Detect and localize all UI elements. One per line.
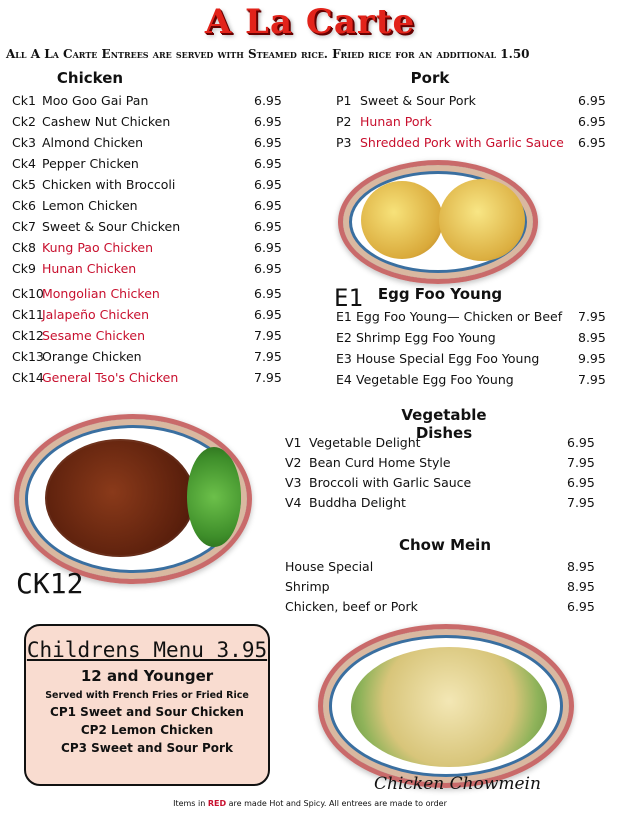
egg-foo-young-photo-label: E1 — [334, 284, 363, 312]
menu-item-name: Broccoli with Garlic Sauce — [309, 475, 472, 490]
menu-item-name: House Special Egg Foo Young — [356, 351, 540, 366]
menu-item-code: Ck2 — [12, 114, 36, 129]
menu-item-price: 7.95 — [567, 455, 595, 470]
page-title: A La Carte — [204, 2, 416, 42]
menu-item-code: Ck5 — [12, 177, 36, 192]
menu-item-code: E2 — [336, 330, 352, 345]
menu-item-price: 6.95 — [567, 475, 595, 490]
menu-item-code: Ck9 — [12, 261, 36, 276]
menu-item-row — [336, 92, 616, 110]
menu-item-price: 6.95 — [254, 307, 282, 322]
menu-item-name: Hunan Chicken — [42, 261, 137, 276]
menu-item-name: Almond Chicken — [42, 135, 144, 150]
menu-item-row — [336, 350, 616, 368]
menu-item-row — [285, 454, 605, 472]
menu-item-row — [12, 327, 312, 345]
menu-item-price: 8.95 — [578, 330, 606, 345]
menu-item-price: 6.95 — [254, 240, 282, 255]
menu-item-name: Buddha Delight — [309, 495, 406, 510]
menu-item-name: Sesame Chicken — [42, 328, 146, 343]
childrens-menu-item: CP2 Lemon Chicken — [80, 723, 214, 737]
menu-item-name: Shredded Pork with Garlic Sauce — [360, 135, 564, 150]
menu-item-price: 7.95 — [578, 372, 606, 387]
menu-item-name: Jalapeño Chicken — [42, 307, 150, 322]
footer-note-red-word: RED — [207, 799, 227, 808]
menu-item-name: Orange Chicken — [42, 349, 142, 364]
menu-item-row — [285, 598, 605, 616]
menu-item-code: Ck12 — [12, 328, 44, 343]
footer-note-after: are made Hot and Spicy. All entrees are made to order — [226, 799, 447, 808]
subtitle: All A La Carte Entrees are served with Steamed rice. Fried rice for an additional 1.50 — [6, 47, 530, 61]
menu-item-name: Bean Curd Home Style — [309, 455, 451, 470]
menu-item-row — [336, 308, 616, 326]
menu-item-row — [336, 371, 616, 389]
menu-item-name: Kung Pao Chicken — [42, 240, 153, 255]
menu-item-row — [12, 197, 312, 215]
menu-item-row — [12, 176, 312, 194]
menu-item-name: Mongolian Chicken — [42, 286, 160, 301]
childrens-menu-age: 12 and Younger — [80, 667, 214, 685]
childrens-menu-title: Childrens Menu 3.95 — [26, 638, 268, 662]
menu-item-code: P2 — [336, 114, 352, 129]
menu-item-name: Sweet & Sour Chicken — [42, 219, 181, 234]
menu-item-row — [12, 306, 312, 324]
menu-item-row — [12, 155, 312, 173]
menu-item-code: Ck1 — [12, 93, 36, 108]
menu-item-row — [285, 578, 605, 596]
menu-item-price: 6.95 — [254, 93, 282, 108]
menu-item-code: Ck4 — [12, 156, 36, 171]
menu-item-price: 6.95 — [254, 198, 282, 213]
menu-item-price: 6.95 — [578, 114, 606, 129]
menu-item-price: 8.95 — [567, 579, 595, 594]
menu-item-row — [12, 285, 312, 303]
menu-item-row — [12, 113, 312, 131]
menu-item-code: Ck11 — [12, 307, 44, 322]
childrens-menu-item: CP1 Sweet and Sour Chicken — [50, 705, 244, 719]
chicken-heading: Chicken — [56, 69, 124, 87]
ck12-photo-label: CK12 — [16, 567, 84, 600]
menu-item-code: Ck10 — [12, 286, 44, 301]
menu-item-name: Moo Goo Gai Pan — [42, 93, 149, 108]
menu-item-price: 6.95 — [254, 177, 282, 192]
menu-item-price: 7.95 — [254, 370, 282, 385]
menu-item-name: Hunan Pork — [360, 114, 432, 129]
menu-item-row — [12, 134, 312, 152]
menu-item-name: Egg Foo Young— Chicken or Beef — [356, 309, 563, 324]
menu-item-name: Cashew Nut Chicken — [42, 114, 171, 129]
menu-item-name: House Special — [285, 559, 374, 574]
menu-item-price: 6.95 — [567, 435, 595, 450]
menu-item-price: 6.95 — [254, 286, 282, 301]
menu-item-code: Ck13 — [12, 349, 44, 364]
childrens-menu-item: CP3 Sweet and Sour Pork — [61, 741, 233, 755]
menu-item-code: V1 — [285, 435, 302, 450]
menu-item-row — [336, 113, 616, 131]
menu-item-row — [285, 558, 605, 576]
menu-item-price: 6.95 — [578, 93, 606, 108]
chow-mein-photo-label: Chicken Chowmein — [374, 774, 541, 794]
pork-heading: Pork — [410, 69, 450, 87]
menu-item-name: Lemon Chicken — [42, 198, 138, 213]
menu-item-price: 6.95 — [578, 135, 606, 150]
menu-item-code: Ck14 — [12, 370, 44, 385]
menu-item-name: Pepper Chicken — [42, 156, 139, 171]
sesame-chicken-photo — [14, 414, 252, 584]
menu-item-row — [12, 369, 312, 387]
menu-item-price: 7.95 — [578, 309, 606, 324]
menu-item-price: 6.95 — [254, 219, 282, 234]
menu-item-row — [285, 474, 605, 492]
menu-item-code: V4 — [285, 495, 302, 510]
menu-item-name: Shrimp Egg Foo Young — [356, 330, 496, 345]
menu-item-price: 7.95 — [254, 349, 282, 364]
broccoli-food — [187, 447, 241, 547]
menu-item-name: Shrimp — [285, 579, 330, 594]
menu-item-name: Sweet & Sour Pork — [360, 93, 476, 108]
menu-item-row — [12, 348, 312, 366]
menu-item-row — [336, 134, 616, 152]
menu-item-code: E3 — [336, 351, 352, 366]
menu-item-name: Vegetable Egg Foo Young — [356, 372, 514, 387]
egg-foo-young-photo — [338, 160, 538, 284]
menu-item-price: 9.95 — [578, 351, 606, 366]
chow-mein-heading: Chow Mein — [399, 536, 491, 554]
chow-mein-food — [351, 647, 547, 767]
menu-item-price: 8.95 — [567, 559, 595, 574]
egg-patty-right — [439, 179, 525, 261]
menu-item-row — [12, 239, 312, 257]
menu-item-row — [285, 434, 605, 452]
menu-item-price: 6.95 — [567, 599, 595, 614]
footer-note-before: Items in — [173, 799, 208, 808]
vegetable-heading: Vegetable Dishes — [401, 406, 487, 442]
menu-item-row — [285, 494, 605, 512]
menu-item-name: Vegetable Delight — [309, 435, 421, 450]
menu-item-row — [336, 329, 616, 347]
menu-item-code: Ck7 — [12, 219, 36, 234]
menu-item-row — [12, 260, 312, 278]
menu-item-price: 6.95 — [254, 135, 282, 150]
sesame-chicken-food — [45, 439, 195, 557]
menu-item-price: 7.95 — [567, 495, 595, 510]
menu-item-price: 6.95 — [254, 156, 282, 171]
menu-item-code: Ck6 — [12, 198, 36, 213]
menu-item-price: 6.95 — [254, 114, 282, 129]
menu-item-code: V3 — [285, 475, 302, 490]
menu-item-price: 7.95 — [254, 328, 282, 343]
childrens-menu-note: Served with French Fries or Fried Rice — [45, 690, 249, 701]
footer-note — [0, 799, 620, 808]
chow-mein-photo — [318, 624, 574, 788]
egg-patty-left — [361, 181, 443, 259]
menu-item-name: Chicken with Broccoli — [42, 177, 176, 192]
menu-item-code: E1 — [336, 309, 352, 324]
menu-item-price: 6.95 — [254, 261, 282, 276]
menu-item-row — [12, 218, 312, 236]
menu-item-code: P1 — [336, 93, 352, 108]
menu-item-code: V2 — [285, 455, 302, 470]
menu-item-code: P3 — [336, 135, 352, 150]
menu-item-name: Chicken, beef or Pork — [285, 599, 418, 614]
menu-item-code: Ck3 — [12, 135, 36, 150]
menu-item-code: E4 — [336, 372, 352, 387]
menu-item-name: General Tso's Chicken — [42, 370, 179, 385]
menu-item-code: Ck8 — [12, 240, 36, 255]
childrens-menu-box — [24, 624, 270, 786]
menu-item-row — [12, 92, 312, 110]
egg-foo-young-heading: Egg Foo Young — [377, 285, 503, 303]
